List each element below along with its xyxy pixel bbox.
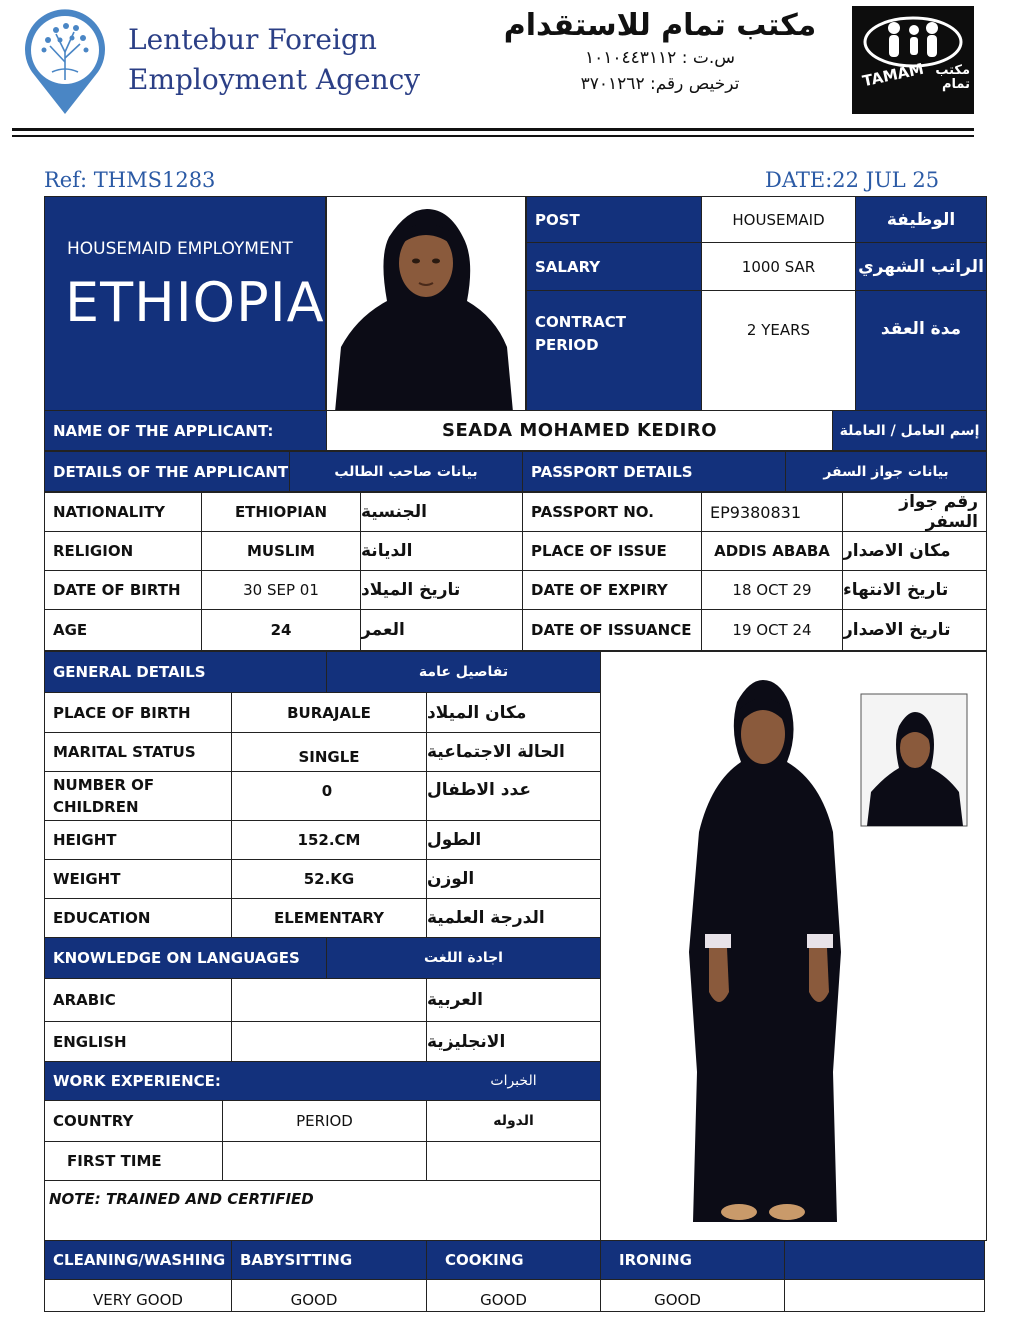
passport-value: 18 OCT 29 <box>701 570 843 610</box>
details-header-label: DETAILS OF THE APPLICANT <box>44 451 290 492</box>
passport-value: ADDIS ABABA <box>701 531 843 571</box>
applicant-name-value: SEADA MOHAMED KEDIRO <box>326 410 833 451</box>
passport-label: DATE OF EXPIRY <box>522 570 702 610</box>
post-arabic: الوظيفة <box>855 196 987 243</box>
contract-arabic: مدة العقد <box>855 290 987 411</box>
experience-arabic-header: الدوله <box>426 1100 601 1142</box>
general-arabic: الوزن <box>426 859 601 899</box>
details-label: DATE OF BIRTH <box>44 570 202 610</box>
skill-label: COOKING <box>426 1240 601 1280</box>
tamam-logo <box>852 6 974 114</box>
contract-label <box>526 290 702 411</box>
experience-header-label: WORK EXPERIENCE: <box>44 1061 601 1101</box>
skill-label: BABYSITTING <box>231 1240 427 1280</box>
language-arabic: العربية <box>426 978 601 1022</box>
experience-row-country: FIRST TIME <box>44 1141 223 1181</box>
agency-name-line2: Employment Agency <box>128 63 421 96</box>
applicant-full-body-photo <box>601 652 986 1240</box>
languages-header-label: KNOWLEDGE ON LANGUAGES <box>44 937 327 979</box>
arabic-license-number: ترخيص رقم: ٣٧٠١٢٦٢ <box>580 74 740 94</box>
applicant-name-arabic: إسم العامل / العاملة <box>832 410 987 451</box>
post-label: POST <box>526 196 702 243</box>
details-arabic: الجنسية <box>360 492 523 532</box>
general-header-label: GENERAL DETAILS <box>44 651 327 693</box>
general-arabic: مكان الميلاد <box>426 692 601 733</box>
banner-subtitle: HOUSEMAID EMPLOYMENT <box>67 239 293 259</box>
passport-label: DATE OF ISSUANCE <box>522 609 702 651</box>
experience-row-period <box>222 1141 427 1181</box>
details-arabic: تاريخ الميلاد <box>360 570 523 610</box>
passport-value: 19 OCT 24 <box>701 609 843 651</box>
experience-row-arabic <box>426 1141 601 1181</box>
skill-value: GOOD <box>231 1279 427 1312</box>
reference-number: Ref: THMS1283 <box>44 168 216 192</box>
general-arabic: الطول <box>426 820 601 860</box>
contract-label-text: CONTRACT PERIOD <box>535 313 626 354</box>
general-label: PLACE OF BIRTH <box>44 692 232 733</box>
arabic-commercial-registration: س.ت : ١٠١٠٤٤٣١١٢ <box>584 48 735 68</box>
skill-label <box>784 1240 985 1280</box>
general-arabic: الدرجة العلمية <box>426 898 601 938</box>
languages-header-arabic: اجادة اللغت <box>326 937 601 979</box>
header-divider-thin <box>12 135 974 137</box>
skill-value: GOOD <box>600 1279 785 1312</box>
general-value: BURAJALE <box>231 692 427 733</box>
agency-logo <box>22 6 108 118</box>
language-value <box>231 978 427 1022</box>
general-label: EDUCATION <box>44 898 232 938</box>
salary-arabic: الراتب الشهري <box>855 242 987 291</box>
general-value: 0 <box>231 771 427 821</box>
country-banner <box>44 196 326 411</box>
details-value: 30 SEP 01 <box>201 570 361 610</box>
general-value: SINGLE <box>231 732 427 772</box>
passport-arabic: رقم جواز السفر <box>842 492 987 532</box>
family-figures-icon <box>852 6 974 114</box>
language-label: ARABIC <box>44 978 232 1022</box>
experience-period-header: PERIOD <box>222 1100 427 1142</box>
passport-header-arabic: بيانات جواز السفر <box>785 451 987 492</box>
details-label: RELIGION <box>44 531 202 571</box>
passport-arabic: تاريخ الانتهاء <box>842 570 987 610</box>
general-label: HEIGHT <box>44 820 232 860</box>
skill-label: CLEANING/WASHING <box>44 1240 232 1280</box>
details-value: MUSLIM <box>201 531 361 571</box>
general-label: MARITAL STATUS <box>44 732 232 772</box>
general-value: ELEMENTARY <box>231 898 427 938</box>
general-arabic: الحالة الاجتماعية <box>426 732 601 772</box>
experience-country-header: COUNTRY <box>44 1100 223 1142</box>
general-arabic: عدد الاطفال <box>426 771 601 821</box>
passport-arabic: تاريخ الاصدار <box>842 609 987 651</box>
tamam-logo-arabic: مكتب تمام <box>935 63 970 92</box>
applicant-portrait <box>326 196 526 411</box>
arabic-office-name: مكتب تمام للاستقدام <box>503 8 817 43</box>
general-header-arabic: تفاصيل عامة <box>326 651 601 693</box>
applicant-full-photo-area <box>600 651 987 1241</box>
applicant-name-label: NAME OF THE APPLICANT: <box>44 410 327 451</box>
document-date: DATE:22 JUL 25 <box>765 168 940 192</box>
general-label-text: NUMBER OF CHILDREN <box>53 776 155 816</box>
contract-value: 2 YEARS <box>701 290 856 411</box>
language-label: ENGLISH <box>44 1021 232 1062</box>
general-label: WEIGHT <box>44 859 232 899</box>
general-label <box>44 771 232 821</box>
general-value: 152.CM <box>231 820 427 860</box>
details-value: 24 <box>201 609 361 651</box>
post-value: HOUSEMAID <box>701 196 856 243</box>
skill-value <box>784 1279 985 1312</box>
details-value: ETHIOPIAN <box>201 492 361 532</box>
skill-value: VERY GOOD <box>44 1279 232 1312</box>
passport-label: PLACE OF ISSUE <box>522 531 702 571</box>
details-label: AGE <box>44 609 202 651</box>
skill-value: GOOD <box>426 1279 601 1312</box>
passport-value: EP9380831 <box>701 492 843 532</box>
experience-header-arabic: الخبرات <box>490 1073 537 1089</box>
banner-country: ETHIOPIA <box>65 271 325 334</box>
passport-header-label: PASSPORT DETAILS <box>522 451 786 492</box>
language-value <box>231 1021 427 1062</box>
tree-pin-icon <box>22 6 108 118</box>
skill-label: IRONING <box>600 1240 785 1280</box>
salary-label: SALARY <box>526 242 702 291</box>
details-arabic: الديانة <box>360 531 523 571</box>
passport-label: PASSPORT NO. <box>522 492 702 532</box>
general-value: 52.KG <box>231 859 427 899</box>
salary-value: 1000 SAR <box>701 242 856 291</box>
agency-name <box>128 20 420 100</box>
details-header-arabic: بيانات صاحب الطالب <box>289 451 523 492</box>
agency-name-line1: Lentebur Foreign <box>128 23 377 56</box>
details-label: NATIONALITY <box>44 492 202 532</box>
details-arabic: العمر <box>360 609 523 651</box>
note: NOTE: TRAINED AND CERTIFIED <box>44 1180 601 1241</box>
language-arabic: الانجليزية <box>426 1021 601 1062</box>
header-divider <box>12 128 974 131</box>
tamam-logo-text: TAMAM <box>860 59 926 91</box>
passport-arabic: مكان الاصدار <box>842 531 987 571</box>
